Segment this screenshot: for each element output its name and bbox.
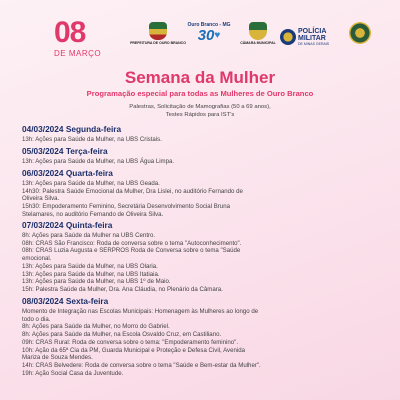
list-item: 08h: CRAS São Francisco: Roda de conversa sobre o tema "Autoconhecimento". (22, 239, 242, 247)
list-item: emocional. (22, 255, 52, 263)
policia-militar-logo (280, 22, 336, 52)
camara-crest-icon (249, 22, 267, 40)
list-item: todo o dia. (22, 315, 51, 323)
camara-logo (240, 22, 276, 52)
list-item: 8h: Ações para Saúde da Mulher, na Escola Osvaldo Cruz, em Castiliano. (22, 331, 222, 339)
day-section (22, 296, 380, 377)
date-subtitle: DE MARÇO (54, 49, 102, 58)
day-section (22, 168, 380, 219)
day-title: 06/03/2024 Quarta-feira (22, 168, 113, 178)
list-item: 15h: Palestra Saúde da Mulher, Dra. Ana Cláudia, no Plenário da Câmara. (22, 285, 223, 293)
day-section (22, 146, 380, 166)
poster (10, 8, 390, 394)
list-item: 8h: Ações para Saúde da Mulher, no Morro do Gabriel. (22, 323, 170, 331)
list-item: 13h: Ações para Saúde da Mulher, na UBS 1º de Maio. (22, 278, 171, 286)
prefeitura-crest-icon (149, 22, 167, 40)
ob-logo-number: 30 (197, 27, 215, 44)
day-section (22, 220, 380, 294)
intro-line-2: Testes Rápidos para IST's (165, 112, 235, 118)
list-item: 10h: Ação da 65ª Cia da PM, Guarda Municipal e Proteção e Defesa Civil, Avenida (22, 346, 246, 354)
page-subtitle: Programação especial para todas as Mulheres de Ouro Branco (86, 89, 314, 98)
day-title: 05/03/2024 Terça-feira (22, 146, 108, 156)
intro-text (10, 103, 390, 119)
pm-line1: POLÍCIA (298, 28, 327, 35)
list-item: 08h: CRAS Luzia Augusta e SERPROS Roda de Conversa sobre o tema "Saúde (22, 247, 241, 255)
camara-caption: CÂMARA MUNICIPAL (240, 41, 276, 45)
day-title: 08/03/2024 Sexta-feira (22, 296, 109, 306)
list-item: 13h: Ações para Saúde da Mulher, na UBS Cristais. (22, 136, 162, 143)
partner-logos (130, 22, 380, 52)
intro-line-1: Palestras, Solicitação de Mamografias (50 a 69 anos), (129, 104, 271, 110)
heart-icon: ♥ (214, 30, 221, 41)
pm-badge-icon (280, 29, 296, 45)
pm-line2: MILITAR (298, 35, 326, 42)
prefeitura-caption: PREFEITURA DE OURO BRANCO (130, 41, 186, 45)
day-title: 04/03/2024 Segunda-feira (22, 124, 122, 134)
day-title: 07/03/2024 Quinta-feira (22, 220, 113, 230)
list-item: Mariza de Souza Mendes. (22, 354, 93, 362)
list-item: 15h30: Empoderamento Feminino, Secretária Desenvolvimento Social Bruna (22, 203, 230, 211)
list-item: 19h: Ação Social Casa da Juventude. (22, 369, 124, 377)
day-section (22, 124, 380, 144)
page-title: Semana da Mulher (124, 68, 276, 87)
list-item: 8h: Ações para Saúde da Mulher na UBS Centro. (22, 232, 156, 239)
prefeitura-logo (130, 22, 186, 52)
list-item: 13h: Ações para Saúde da Mulher, na UBS Olaria. (22, 262, 158, 270)
list-item: 13h: Ações para Saúde da Mulher, na UBS Itatiaia. (22, 270, 160, 278)
date-number: 08 (54, 16, 86, 49)
list-item: 14h: CRAS Belvedere: Roda de conversa sobre o tema "Saúde e Bem-estar da Mulher". (22, 361, 261, 369)
pm-line3: DE MINAS GERAIS (298, 42, 330, 46)
list-item: 14h30: Palestra Saúde Emocional da Mulher, Dra Lislei, no auditório Fernando de (22, 187, 243, 195)
seal-logo (346, 22, 374, 52)
list-item: Oliveira Silva. (22, 195, 60, 203)
date-block (54, 18, 124, 58)
list-item: 09h: CRAS Rural: Roda de conversa sobre o tema: "Empoderamento feminino". (22, 338, 239, 346)
seal-icon (349, 22, 371, 44)
list-item: Momento de Integração nas Escolas Municipais: Homenagem às Mulheres ao longo de (22, 308, 259, 315)
list-item: 13h: Ações para Saúde da Mulher, na UBS Geada. (22, 180, 160, 187)
ouro-branco-30-logo (184, 22, 234, 52)
list-item: 13h: Ações para Saúde da Mulher, na UBS Água Limpa. (22, 158, 175, 165)
ob-logo-title: Ouro Branco - MG (187, 22, 231, 28)
list-item: Stelamares, no auditório Fernando de Oliveira Silva. (22, 210, 164, 218)
